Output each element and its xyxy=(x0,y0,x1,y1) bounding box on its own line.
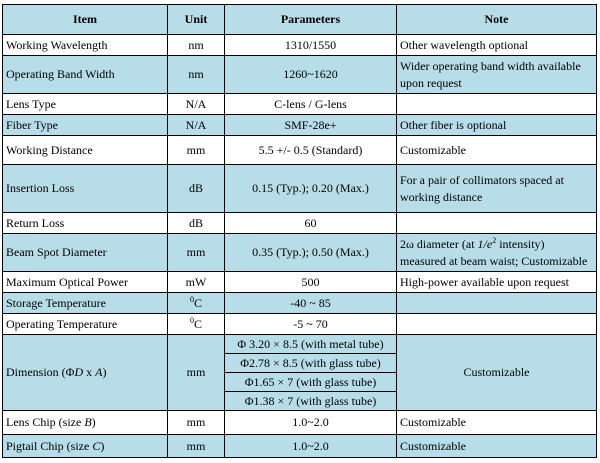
item-cell: Insertion Loss xyxy=(3,165,168,213)
note-cell xyxy=(397,213,597,234)
header-unit: Unit xyxy=(168,5,225,35)
param-subcell: Φ 3.20 × 8.5 (with metal tube) xyxy=(225,335,396,354)
note-cell: Customizable xyxy=(397,411,597,435)
param-cell xyxy=(225,335,397,411)
note-cell xyxy=(397,314,597,335)
note-cell: Customizable xyxy=(397,335,597,411)
item-text: Pigtail Chip (size xyxy=(6,438,93,453)
param-cell: 1.0~2.0 xyxy=(225,435,397,458)
unit-text: C xyxy=(193,295,202,310)
table-row xyxy=(3,213,597,234)
param-cell: SMF-28e+ xyxy=(225,115,397,136)
unit-cell xyxy=(168,293,225,314)
unit-cell: N/A xyxy=(168,94,225,115)
item-variable: D xyxy=(74,365,84,379)
item-cell xyxy=(3,335,168,411)
item-cell: Storage Temperature xyxy=(3,293,168,314)
specifications-table xyxy=(2,4,597,458)
unit-cell: mm xyxy=(168,234,225,272)
degree-mark: 0 xyxy=(189,315,194,325)
unit-text: C xyxy=(193,316,202,331)
header-item: Item xyxy=(3,5,168,35)
header-row xyxy=(3,5,597,35)
param-cell: 500 xyxy=(225,272,397,293)
param-cell: -40 ~ 85 xyxy=(225,293,397,314)
item-text: Lens Chip (size xyxy=(6,415,85,429)
table-row xyxy=(3,335,597,411)
item-cell xyxy=(3,411,168,435)
param-cell: -5 ~ 70 xyxy=(225,314,397,335)
unit-cell: nm xyxy=(168,35,225,56)
header-note: Note xyxy=(397,5,597,35)
item-text: ) xyxy=(100,438,105,453)
param-cell: 0.35 (Typ.); 0.50 (Max.) xyxy=(225,234,397,272)
table-row xyxy=(3,293,597,314)
item-variable: B xyxy=(84,415,92,429)
param-cell: 5.5 +/- 0.5 (Standard) xyxy=(225,136,397,165)
item-cell: Return Loss xyxy=(3,213,168,234)
unit-cell: mm xyxy=(168,435,225,458)
table-row xyxy=(3,115,597,136)
item-cell: Operating Temperature xyxy=(3,314,168,335)
item-variable: C xyxy=(92,438,101,453)
item-cell: Beam Spot Diameter xyxy=(3,234,168,272)
item-cell: Working Wavelength xyxy=(3,35,168,56)
note-text: intensity) measured at beam waist; Customizable xyxy=(400,236,588,268)
table-row xyxy=(3,234,597,272)
item-text: x xyxy=(83,365,96,379)
note-cell: Wider operating band width available upon request xyxy=(397,56,597,94)
param-cell: 60 xyxy=(225,213,397,234)
item-text: Dimension (Φ xyxy=(6,365,75,379)
table-row xyxy=(3,435,597,458)
param-cell: C-lens / G-lens xyxy=(225,94,397,115)
item-cell: Lens Type xyxy=(3,94,168,115)
unit-cell: N/A xyxy=(168,115,225,136)
note-cell: Customizable xyxy=(397,435,597,458)
table-row xyxy=(3,136,597,165)
table-row xyxy=(3,35,597,56)
unit-cell: mm xyxy=(168,335,225,411)
note-cell: Other fiber is optional xyxy=(397,115,597,136)
table-row xyxy=(3,165,597,213)
note-cell xyxy=(397,293,597,314)
table-row xyxy=(3,56,597,94)
unit-cell: mm xyxy=(168,136,225,165)
table-row xyxy=(3,272,597,293)
param-cell: 1.0~2.0 xyxy=(225,411,397,435)
item-text: ) xyxy=(102,365,107,379)
note-cell: Customizable xyxy=(397,136,597,165)
note-cell xyxy=(397,234,597,272)
note-exponent: 2 xyxy=(492,235,497,245)
item-cell: Maximum Optical Power xyxy=(3,272,168,293)
param-cell: 1260~1620 xyxy=(225,56,397,94)
unit-cell: mW xyxy=(168,272,225,293)
note-cell: For a pair of collimators spaced at working distance xyxy=(397,165,597,213)
param-subcell: Φ1.65 × 7 (with glass tube) xyxy=(225,373,396,392)
param-cell: 0.15 (Typ.); 0.20 (Max.) xyxy=(225,165,397,213)
param-subcell: Φ2.78 × 8.5 (with glass tube) xyxy=(225,354,396,373)
unit-cell: nm xyxy=(168,56,225,94)
unit-cell xyxy=(168,314,225,335)
note-cell xyxy=(397,94,597,115)
item-cell: Working Distance xyxy=(3,136,168,165)
unit-cell: mm xyxy=(168,411,225,435)
note-formula: 1/e xyxy=(477,236,493,251)
unit-cell: dB xyxy=(168,165,225,213)
note-text: 2ω diameter (at xyxy=(400,236,478,251)
note-cell: High-power available upon request xyxy=(397,272,597,293)
item-cell: Fiber Type xyxy=(3,115,168,136)
param-cell: 1310/1550 xyxy=(225,35,397,56)
item-variable: A xyxy=(95,365,103,379)
unit-cell: dB xyxy=(168,213,225,234)
header-parameters: Parameters xyxy=(225,5,397,35)
note-cell: Other wavelength optional xyxy=(397,35,597,56)
table-row xyxy=(3,94,597,115)
degree-mark: 0 xyxy=(189,294,194,304)
table-row xyxy=(3,314,597,335)
table-row xyxy=(3,411,597,435)
item-cell xyxy=(3,435,168,458)
param-subcell: Φ1.38 × 7 (with glass tube) xyxy=(244,394,377,408)
item-text: ) xyxy=(91,415,96,429)
item-cell: Operating Band Width xyxy=(3,56,168,94)
